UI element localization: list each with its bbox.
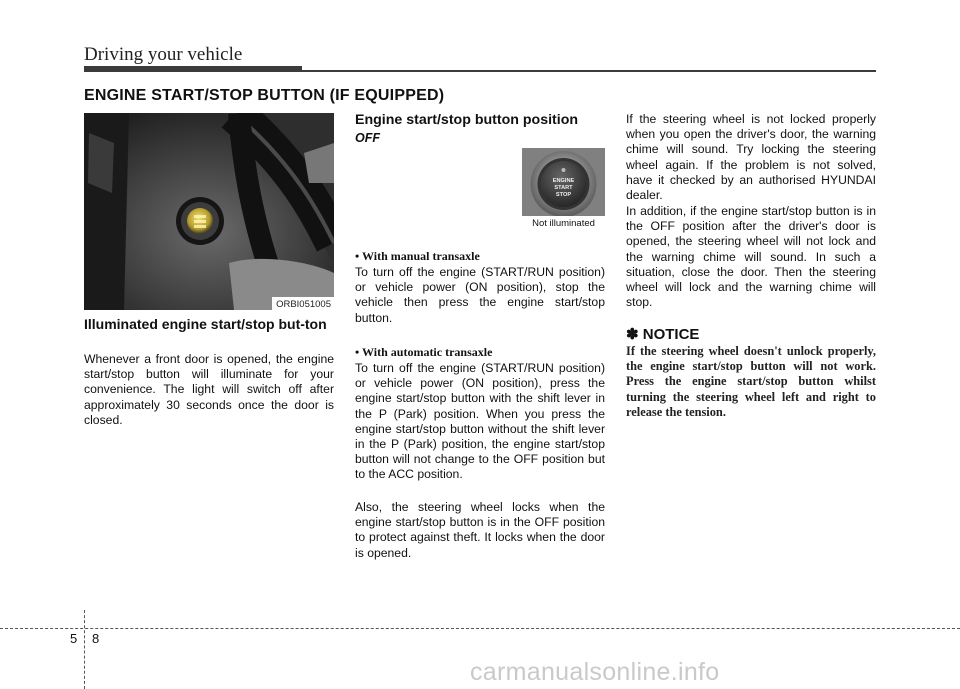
header-rule-thin [302, 70, 876, 72]
button-text-3: STOP [555, 192, 572, 198]
manual-label: • With manual transaxle [355, 249, 480, 263]
dashboard-photo [84, 113, 334, 310]
button-text-1: ENGINE [552, 178, 575, 184]
col1-paragraph: Whenever a front door is opened, the engine start/stop button will illuminate for your convenience. The light will switch off after approximately 30 seconds once the door is closed. [84, 352, 334, 427]
page-guide-vertical [84, 610, 85, 689]
watermark: carmanualsonline.info [470, 658, 720, 686]
page-guide-horizontal [0, 628, 960, 629]
button-text-2: START [554, 185, 573, 191]
notice-text: If the steering wheel doesn't unlock properly, the engine start/stop button will not work. Press the engine start/stop button whilst turning the steering wheel left and right to release the tension. [626, 344, 876, 419]
col3-paragraph-2: In addition, if the engine start/stop button is in the OFF position after the driver's door is opened, the steering wheel will not lock and the warning chime will sound. In such a situation, close the door. Then the steering wheel will lock and the warning chime will stop. [626, 204, 876, 310]
header-rule-thick [84, 66, 302, 72]
notice-heading: ✽ NOTICE [626, 326, 700, 343]
auto-paragraph: To turn off the engine (START/RUN position) or vehicle power (ON position), press the engine start/stop button with the shift lever in the P (Park) position. When you press the engine start/stop button without the shift lever in the P (Park) position, the engine start/stop button will not change to the OFF position but to the ACC position. [355, 361, 605, 482]
photo-code: ORBI051005 [272, 297, 334, 310]
dashboard-illustration [84, 113, 334, 310]
start-stop-button-photo [522, 148, 605, 230]
running-header: Driving your vehicle [84, 44, 243, 65]
auto-label: • With automatic transaxle [355, 345, 493, 359]
manual-paragraph: To turn off the engine (START/RUN position) or vehicle power (ON position), stop the vehicle then press the engine start/stop button. [355, 265, 605, 325]
page-number: 8 [92, 631, 100, 646]
off-label: OFF [355, 131, 380, 145]
col1-heading: Illuminated engine start/stop but-ton [84, 316, 327, 332]
lock-paragraph: Also, the steering wheel locks when the engine start/stop button is in the OFF position to protect against theft. It locks when the door is opened. [355, 500, 605, 560]
section-title: ENGINE START/STOP BUTTON (IF EQUIPPED) [84, 87, 445, 104]
page-section-number: 5 [70, 631, 78, 646]
col3-paragraph-1: If the steering wheel is not locked properly when you open the driver's door, the warning chime will sound. Try locking the steering wheel again. If the problem is not solved, have it checked by an authorised HYUNDAI dealer. [626, 112, 876, 203]
button-caption: Not illuminated [522, 216, 605, 230]
col2-heading: Engine start/stop button position [355, 112, 579, 128]
